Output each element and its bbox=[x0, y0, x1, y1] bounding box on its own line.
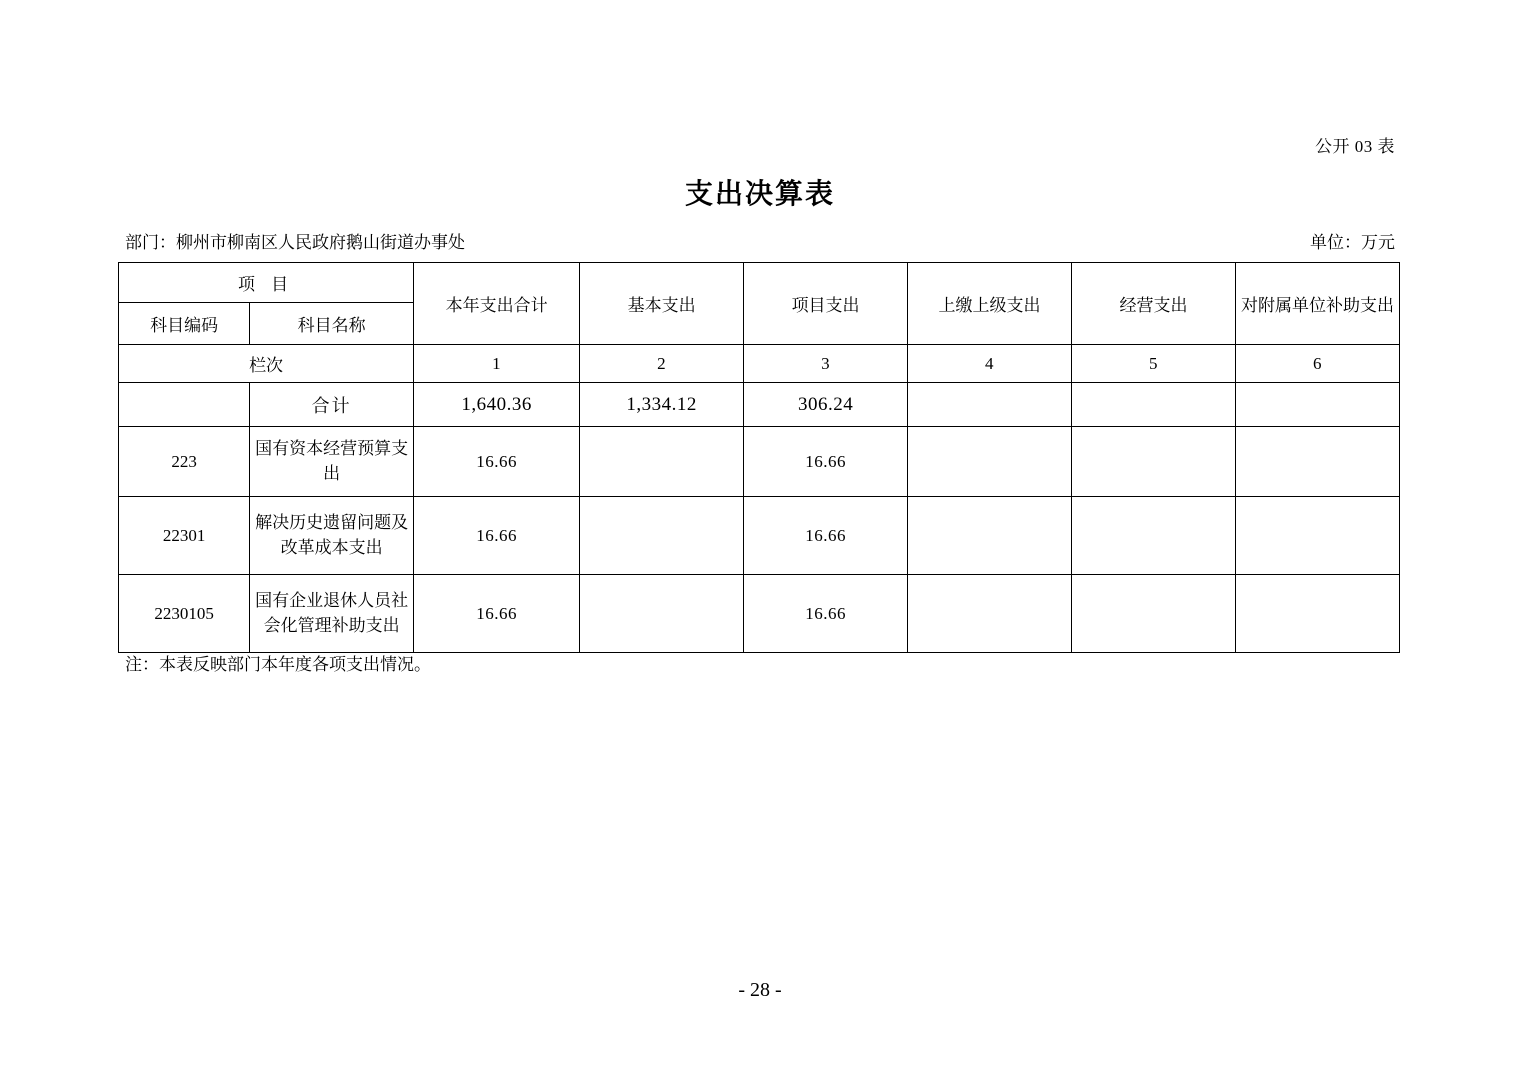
row-name: 国有企业退休人员社会化管理补助支出 bbox=[250, 575, 414, 653]
lanci-4: 4 bbox=[908, 345, 1072, 383]
header-col-upper: 上缴上级支出 bbox=[908, 263, 1072, 345]
total-row-label: 合计 bbox=[250, 383, 414, 427]
total-row-code bbox=[119, 383, 250, 427]
header-col-name: 科目名称 bbox=[250, 303, 414, 345]
row-value-3: 16.66 bbox=[744, 427, 908, 497]
form-code-label: 公开 03 表 bbox=[1315, 137, 1395, 156]
page-number: - 28 - bbox=[738, 979, 782, 1001]
table-row bbox=[119, 575, 1400, 653]
lanci-5: 5 bbox=[1072, 345, 1236, 383]
row-value-4 bbox=[908, 497, 1072, 575]
expenditure-table bbox=[118, 262, 1400, 653]
row-value-5 bbox=[1072, 497, 1236, 575]
row-value-5 bbox=[1072, 427, 1236, 497]
row-value-1: 16.66 bbox=[414, 497, 580, 575]
total-row-value-4 bbox=[908, 383, 1072, 427]
row-name: 解决历史遗留问题及改革成本支出 bbox=[250, 497, 414, 575]
header-col-total: 本年支出合计 bbox=[414, 263, 580, 345]
header-col-operating: 经营支出 bbox=[1072, 263, 1236, 345]
table-header-row-1 bbox=[119, 263, 1400, 303]
header-col-project: 项目支出 bbox=[744, 263, 908, 345]
total-row-value-3: 306.24 bbox=[744, 383, 908, 427]
table-note: 注：本表反映部门本年度各项支出情况。 bbox=[125, 655, 431, 674]
row-value-2 bbox=[580, 497, 744, 575]
row-value-4 bbox=[908, 427, 1072, 497]
row-value-2 bbox=[580, 575, 744, 653]
header-col-subsidiary: 对附属单位补助支出 bbox=[1235, 263, 1399, 345]
row-code: 223 bbox=[119, 427, 250, 497]
department-label: 部门：柳州市柳南区人民政府鹅山街道办事处 bbox=[125, 233, 465, 252]
row-value-6 bbox=[1235, 427, 1399, 497]
table-row bbox=[119, 497, 1400, 575]
row-value-1: 16.66 bbox=[414, 575, 580, 653]
row-value-1: 16.66 bbox=[414, 427, 580, 497]
row-name: 国有资本经营预算支出 bbox=[250, 427, 414, 497]
header-item-group: 项 目 bbox=[119, 263, 414, 303]
total-row-value-5 bbox=[1072, 383, 1236, 427]
header-col-basic: 基本支出 bbox=[580, 263, 744, 345]
lanci-3: 3 bbox=[744, 345, 908, 383]
row-value-5 bbox=[1072, 575, 1236, 653]
row-value-3: 16.66 bbox=[744, 497, 908, 575]
lanci-6: 6 bbox=[1235, 345, 1399, 383]
row-value-2 bbox=[580, 427, 744, 497]
header-col-code: 科目编码 bbox=[119, 303, 250, 345]
page-title: 支出决算表 bbox=[684, 179, 835, 210]
total-row-value-1: 1,640.36 bbox=[414, 383, 580, 427]
lanci-1: 1 bbox=[414, 345, 580, 383]
row-value-3: 16.66 bbox=[744, 575, 908, 653]
total-row-value-6 bbox=[1235, 383, 1399, 427]
row-value-4 bbox=[908, 575, 1072, 653]
total-row-value-2: 1,334.12 bbox=[580, 383, 744, 427]
lanci-2: 2 bbox=[580, 345, 744, 383]
table-lanci-row bbox=[119, 345, 1400, 383]
table-total-row bbox=[119, 383, 1400, 427]
table-row bbox=[119, 427, 1400, 497]
row-value-6 bbox=[1235, 497, 1399, 575]
row-code: 22301 bbox=[119, 497, 250, 575]
unit-label: 单位：万元 bbox=[1310, 233, 1395, 252]
lanci-label: 栏次 bbox=[119, 345, 414, 383]
row-value-6 bbox=[1235, 575, 1399, 653]
row-code: 2230105 bbox=[119, 575, 250, 653]
